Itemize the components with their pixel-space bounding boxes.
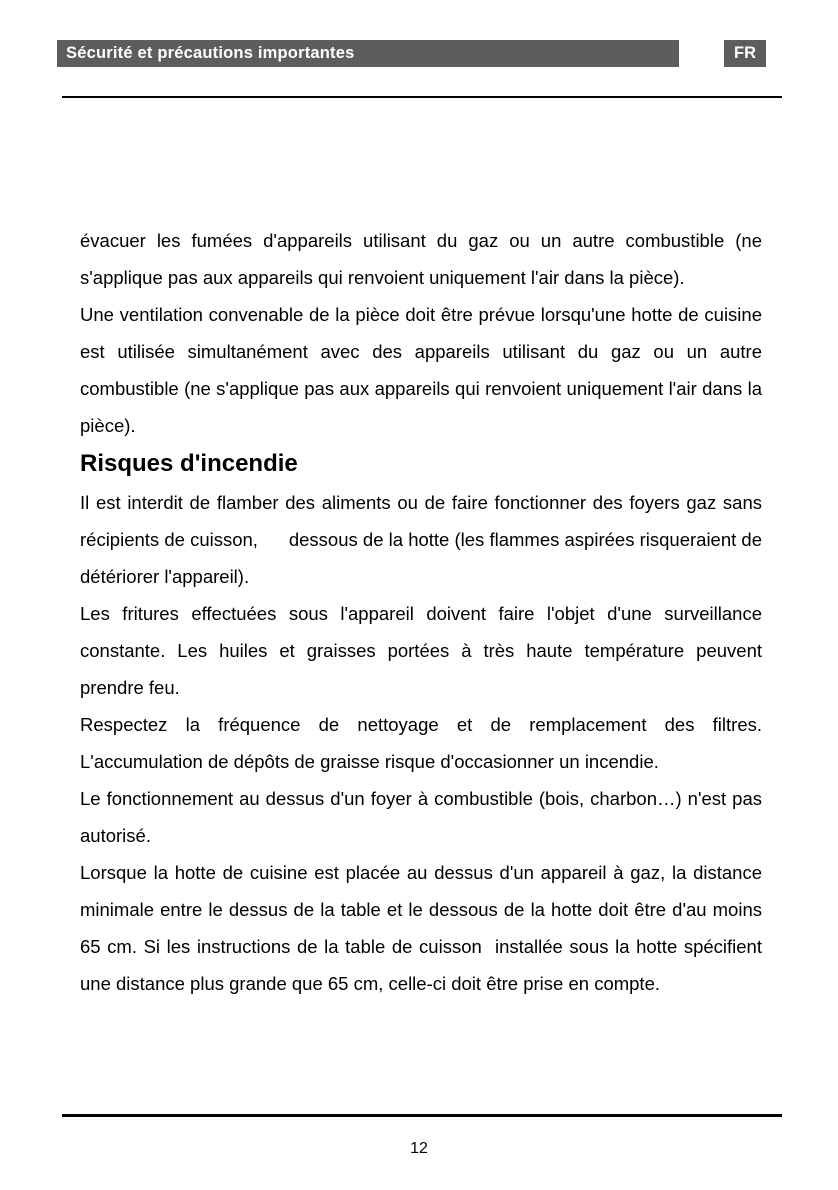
header-bar (57, 40, 679, 67)
page-number: 12 (410, 1140, 428, 1157)
paragraph: Respectez la fréquence de nettoyage et de remplacement des filtres. L'accumulation de dépôts de graisse risque d'occasionner un incendie. (80, 714, 762, 772)
paragraph: Le fonctionnement au dessus d'un foyer à combustible (bois, charbon…) n'est pas autorisé. (80, 788, 762, 846)
header-divider (62, 96, 782, 98)
paragraph: Les fritures effectuées sous l'appareil doivent faire l'objet d'une surveillance constante. Les huiles et graisses portées à très haute température peuvent prendre feu. (80, 603, 762, 698)
section-heading: Risques d'incendie (80, 450, 298, 477)
body-content (80, 222, 762, 1002)
footer-divider (62, 1114, 782, 1117)
paragraph: Une ventilation convenable de la pièce doit être prévue lorsqu'une hotte de cuisine est utilisée simultanément avec des appareils utilisant du gaz ou un autre combustible (ne s'applique pas aux appareils qui renvoient uniquement l'air dans la pièce). (80, 304, 762, 436)
language-badge: FR (724, 40, 766, 67)
page-title: Sécurité et précautions importantes (66, 44, 355, 62)
paragraph: évacuer les fumées d'appareils utilisant du gaz ou un autre combustible (ne s'applique pas aux appareils qui renvoient uniquement l'air dans la pièce). (80, 230, 762, 288)
paragraph: Il est interdit de flamber des aliments ou de faire fonctionner des foyers gaz sans récipients de cuisson, dessous de la hotte (les flammes aspirées risqueraient de détériorer l'appareil). (80, 492, 762, 587)
paragraph: Lorsque la hotte de cuisine est placée au dessus d'un appareil à gaz, la distance minimale entre le dessus de la table et le dessous de la hotte doit être d'au moins 65 cm. Si les instructions de la table de cuisson installée sous la hotte spécifient une distance plus grande que 65 cm, celle-ci doit être prise en compte. (80, 862, 762, 994)
